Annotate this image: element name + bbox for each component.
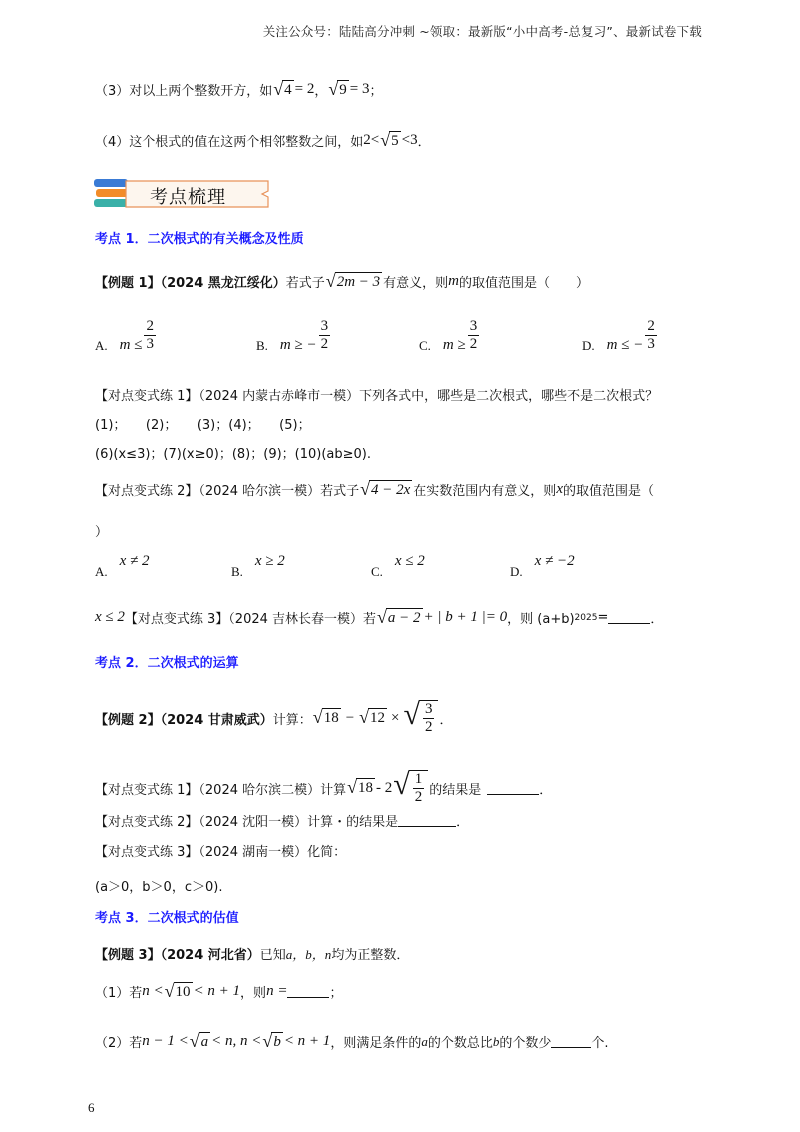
sqrt-b: √ b: [262, 1031, 281, 1051]
sqrt-4-2x: √ 4 − 2x: [360, 479, 411, 499]
variant-3: x ≤ 2 【对点变式练 3】（2024 吉林长春一模）若 √ a − 2 + | b + 1 |= 0 ，则 (a+b) 2025 = ．: [95, 607, 664, 628]
ex2-variant-3: 【对点变式练 3】（2024 湖南一模）化简：: [95, 845, 347, 860]
sqrt-5: √ 5: [380, 130, 399, 150]
page-header: 关注公众号：陆陆高分冲刺 ~领取：最新版“小中高考-总复习”、最新试卷下载: [262, 24, 702, 39]
banner-title: 考点梳理: [150, 187, 226, 208]
example-3-q1: （1）若 n < √ 10 < n + 1 ，则 n = ；: [95, 981, 343, 1002]
section-1-title: 考点 1．二次根式的有关概念及性质: [95, 232, 304, 247]
variant-1-line3: (6)(x≤3)；(7)(x≥0)；(8)；(9)；(10)(ab≥0).: [95, 447, 372, 462]
ex1-option-b[interactable]: B. m ≥ − $\frac{3}{2}$: [256, 318, 329, 353]
var2-option-c[interactable]: C. x ≤ 2: [371, 553, 425, 579]
variant-2: 【对点变式练 2】（2024 哈尔滨一模）若式子 √ 4 − 2x 在实数范围内有意义，则 x 的取值范围是（: [95, 479, 654, 500]
variant-1-label: 【对点变式练 1】（2024 内蒙古赤峰市一模）下列各式中，哪些是二次根式，哪些不是二次根式？: [95, 389, 659, 404]
example-2: 【例题 2】（2024 甘肃威武） 计算： √ 18 − √ 12 × √ $\frac{3}{2}$ ．: [95, 698, 453, 736]
variant-1-line2: (1)； (2)； (3)；(4)； (5)；: [95, 418, 311, 433]
var2-option-d[interactable]: D. x ≠ −2: [510, 553, 575, 579]
sqrt-1-over-2: √ $\frac{1}{2}$: [393, 770, 428, 807]
answer-blank[interactable]: [608, 611, 650, 624]
ex2-variant-2: 【对点变式练 2】（2024 沈阳一模）计算・的结果是 ．: [95, 815, 470, 830]
sqrt-a-2: √ a − 2: [377, 607, 421, 627]
ex1-option-d[interactable]: D. m ≤ − $\frac{2}{3}$: [582, 318, 655, 353]
sqrt-12: √ 12: [359, 707, 386, 728]
ex2-variant-3-cond: (a＞0，b＞0，c＞0).: [95, 880, 223, 895]
answer-blank[interactable]: [398, 814, 456, 827]
sqrt-a: √ a: [189, 1031, 209, 1051]
ex1-option-c[interactable]: C. m ≥ $\frac{3}{2}$: [419, 318, 478, 353]
section-2-title: 考点 2．二次根式的运算: [95, 656, 239, 671]
sqrt-3-over-2: √ $\frac{3}{2}$: [404, 700, 439, 737]
sqrt-10: √ 10: [164, 981, 191, 1001]
example-3-q2: （2）若 n − 1 < √ a < n, n < √ b < n + 1 ，则满足条件的 a 的个数总比 b 的个数少 个.: [95, 1031, 609, 1052]
intro-item-3: （3）对以上两个整数开方，如 √ 4 = 2 ， √ 9 = 3 ；: [95, 79, 383, 100]
answer-blank[interactable]: [287, 985, 329, 998]
example-1: 【例题 1】（2024 黑龙江绥化） 若式子 √ 2m − 3 有意义，则 m 的取值范围是（ ）: [95, 271, 590, 292]
var2-option-a[interactable]: A. x ≠ 2: [95, 553, 150, 579]
section-3-title: 考点 3．二次根式的估值: [95, 911, 239, 926]
sqrt-9: √ 9: [328, 79, 347, 99]
answer-blank[interactable]: [551, 1035, 591, 1048]
answer-blank[interactable]: [487, 782, 539, 795]
intro-item-4: （4）这个根式的值在这两个相邻整数之间，如 2< √ 5 <3 ．: [95, 130, 431, 151]
sqrt-18: √ 18: [312, 707, 339, 728]
sqrt-4: √ 4: [273, 79, 292, 99]
page-number: 6: [88, 1100, 95, 1115]
var2-option-b[interactable]: B. x ≥ 2: [231, 553, 285, 579]
ex2-variant-1: 【对点变式练 1】（2024 哈尔滨二模）计算 √ 18 - 2 √ $\frac{1}{2}$ 的结果是 ．: [95, 768, 553, 806]
variant-2-close: ）: [95, 525, 109, 540]
example-3: 【例题 3】（2024 河北省） 已知 a，b，n 均为正整数．: [95, 947, 410, 963]
ex1-option-a[interactable]: A. m ≤ $\frac{2}{3}$: [95, 318, 154, 353]
kaodian-banner: [92, 175, 272, 213]
sqrt-18-b: √ 18: [347, 777, 374, 798]
sqrt-2m-3: √ 2m − 3: [325, 271, 381, 291]
